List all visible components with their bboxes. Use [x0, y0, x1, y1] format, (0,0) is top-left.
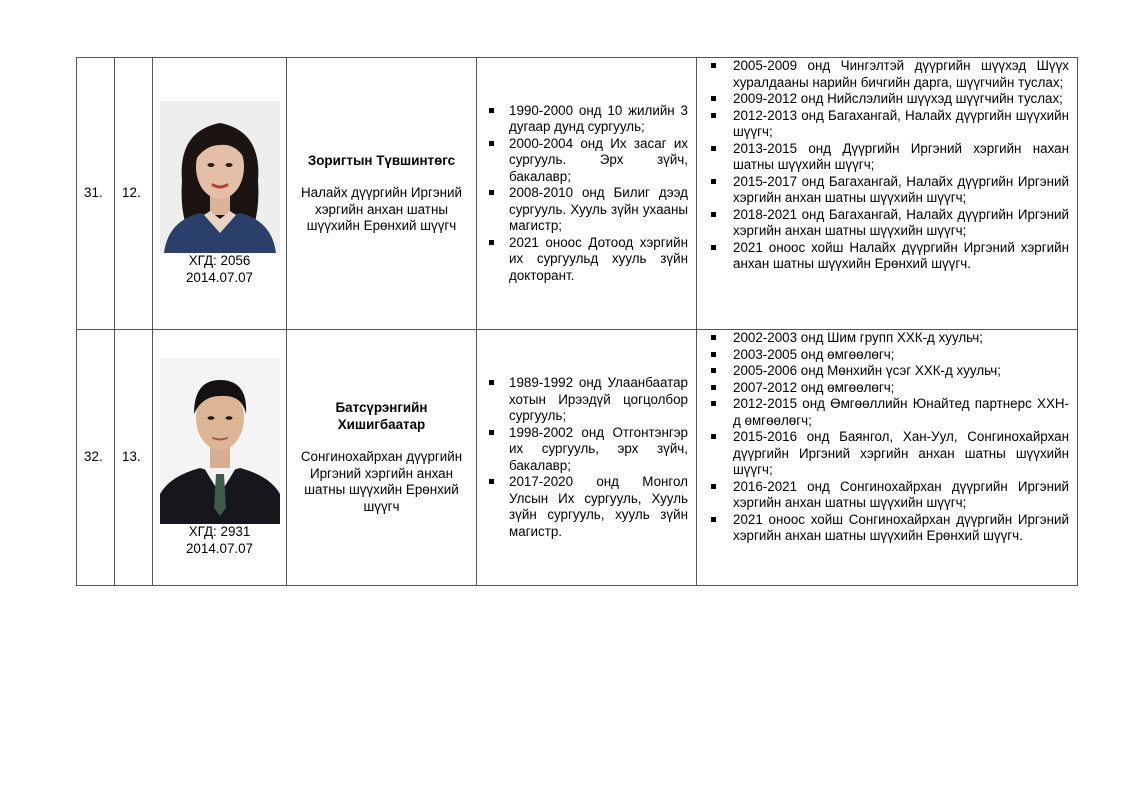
judge-name: Зоригтын Түвшинтөгс	[307, 152, 456, 168]
photo-cell	[153, 330, 287, 586]
education-list	[487, 375, 688, 540]
list-item: 2017-2020 онд Монгол Улсын Их сургууль, Хууль зүйн сургууль, хууль зүйн магистр.	[487, 474, 688, 540]
portrait-woman-image	[160, 101, 280, 253]
education-list	[487, 103, 688, 285]
row-number: 32.	[77, 330, 115, 586]
education-cell	[477, 58, 697, 330]
list-item: 2018-2021 онд Багахангай, Налайх дүүргийн Иргэний хэргийн анхан шатны шүүхийн шүүгч;	[709, 207, 1069, 240]
list-item: 2007-2012 онд өмгөөлөгч;	[709, 380, 1069, 397]
list-item: 2009-2012 онд Нийслэлийн шүүхэд шүүгчийн туслах;	[709, 91, 1069, 108]
list-item: 2005-2009 онд Чингэлтэй дүүргийн шүүхэд Шүүх хуралдааны нарийн бичгийн дарга, шүүгчийн туслах;	[709, 58, 1069, 91]
list-item: 2003-2005 онд өмгөөлөгч;	[709, 347, 1069, 364]
row-number: 31.	[77, 58, 115, 330]
experience-list	[709, 58, 1069, 273]
photo-code: ХГД: 2056	[188, 253, 251, 268]
list-item: 2021 оноос Дотоод хэргийн их сургуульд хууль зүйн докторант.	[487, 235, 688, 285]
list-item: 1989-1992 онд Улаанбаатар хотын Ирээдүй цогцолбор сургууль;	[487, 375, 688, 425]
name-cell	[287, 58, 477, 330]
experience-cell	[697, 330, 1078, 586]
list-item: 2008-2010 онд Билиг дээд сургууль. Хууль зүйн ухааны магистр;	[487, 185, 688, 235]
photo-date: 2014.07.07	[185, 269, 254, 285]
table-row	[77, 330, 1078, 586]
list-item: 2012-2015 онд Өмгөөллийн Юнайтед партнерс ХХН-д өмгөөлөгч;	[709, 396, 1069, 429]
list-item: 2002-2003 онд Шим групп ХХК-д хуульч;	[709, 330, 1069, 347]
row-subnumber: 12.	[115, 58, 153, 330]
list-item: 2015-2016 онд Баянгол, Хан-Уул, Сонгинохайрхан дүүргийн Иргэний хэргийн анхан шатны шүүхийн шүүгч;	[709, 429, 1069, 479]
list-item: 2012-2013 онд Багахангай, Налайх дүүргийн шүүхийн шүүгч;	[709, 108, 1069, 141]
list-item: 2016-2021 онд Сонгинохайрхан дүүргийн Иргэний хэргийн анхан шатны шүүхийн шүүгч;	[709, 479, 1069, 512]
experience-cell	[697, 58, 1078, 330]
photo-cell	[153, 58, 287, 330]
list-item: 2021 оноос хойш Сонгинохайрхан дүүргийн Иргэний хэргийн анхан шатны шүүхийн Ерөнхий шүүгч.	[709, 512, 1069, 545]
photo-code: ХГД: 2931	[188, 524, 251, 539]
judge-position: Налайх дүүргийн Иргэний хэргийн анхан шатны шүүхийн Ерөнхий шүүгч	[300, 185, 463, 233]
list-item: 1990-2000 онд 10 жилийн 3 дугаар дунд сургууль;	[487, 103, 688, 136]
list-item: 1998-2002 онд Отгонтэнгэр их сургууль, эрх зүйч, бакалавр;	[487, 425, 688, 475]
list-item: 2015-2017 онд Багахангай, Налайх дүүргийн Иргэний хэргийн анхан шатны шүүхийн шүүгч;	[709, 174, 1069, 207]
portrait-man-image	[160, 358, 280, 524]
name-cell	[287, 330, 477, 586]
row-subnumber: 13.	[115, 330, 153, 586]
portrait-photo	[160, 358, 280, 524]
experience-list	[709, 330, 1069, 545]
list-item: 2005-2006 онд Мөнхийн үсэг ХХК-д хуульч;	[709, 363, 1069, 380]
list-item: 2013-2015 онд Дүүргийн Иргэний хэргийн нахан шатны шүүхийн шүүгч;	[709, 141, 1069, 174]
table-row	[77, 58, 1078, 330]
list-item: 2000-2004 онд Их засаг их сургууль. Эрх зүйч, бакалавр;	[487, 136, 688, 186]
judge-position: Сонгинохайрхан дүүргийн Иргэний хэргийн анхан шатны шүүхийн Ерөнхий шүүгч	[300, 449, 463, 514]
education-cell	[477, 330, 697, 586]
judges-table	[76, 57, 1078, 586]
judge-name: Батсүрэнгийн Хишигбаатар	[335, 400, 428, 432]
photo-date: 2014.07.07	[185, 540, 254, 556]
portrait-photo	[160, 101, 280, 253]
list-item: 2021 оноос хойш Налайх дүүргийн Иргэний хэргийн анхан шатны шүүхийн Ерөнхий шүүгч.	[709, 240, 1069, 273]
